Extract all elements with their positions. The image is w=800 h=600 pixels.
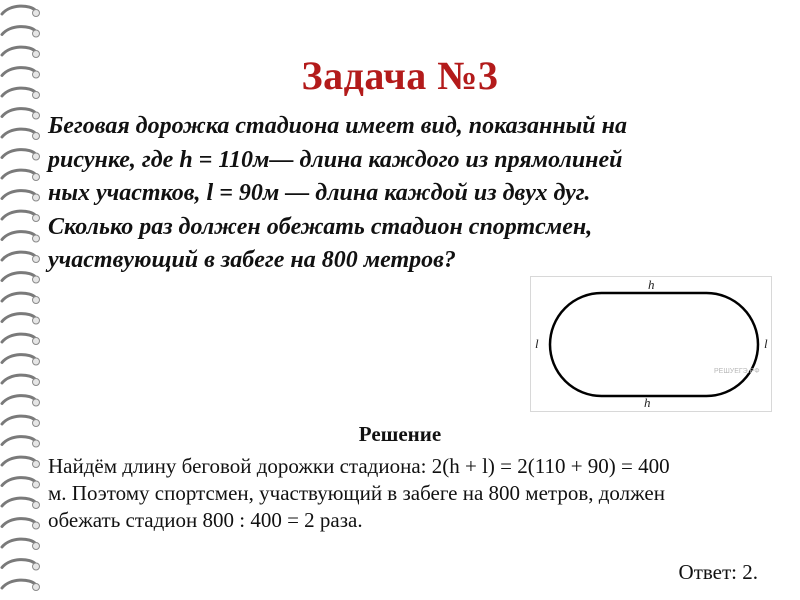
- problem-text: [48, 110, 788, 278]
- stadium-track-figure: [530, 276, 772, 412]
- spiral-ring: [2, 150, 36, 158]
- spiral-ring: [2, 314, 36, 322]
- track-outline: [550, 293, 758, 396]
- problem-line: Беговая дорожка стадиона имеет вид, показанный на: [48, 113, 627, 139]
- spiral-hole: [33, 379, 40, 386]
- spiral-ring: [2, 211, 36, 219]
- solution-line: Найдём длину беговой дорожки стадиона: 2(h + l) = 2(110 + 90) = 400: [48, 454, 670, 478]
- spiral-ring: [2, 109, 36, 117]
- spiral-ring: [2, 375, 36, 383]
- spiral-ring: [2, 170, 36, 178]
- problem-line: рисунке, где h = 110м— длина каждого из прямолиней: [48, 146, 623, 173]
- spiral-hole: [33, 194, 40, 201]
- problem-line: ных участков, l = 90м — длина каждой из двух дуг.: [48, 180, 591, 206]
- spiral-ring: [2, 191, 36, 199]
- label-h-bottom: h: [644, 395, 651, 410]
- spiral-hole: [33, 358, 40, 365]
- spiral-hole: [33, 317, 40, 324]
- problem-line: Сколько раз должен обежать стадион спортсмен,: [48, 213, 593, 240]
- label-l-left: l: [535, 336, 539, 351]
- spiral-hole: [33, 522, 40, 529]
- spiral-ring: [2, 6, 36, 14]
- spiral-ring: [2, 334, 36, 342]
- spiral-ring: [2, 355, 36, 363]
- spiral-ring: [2, 129, 36, 137]
- solution-heading: Решение: [358, 422, 442, 446]
- spiral-hole: [33, 10, 40, 17]
- spiral-hole: [33, 30, 40, 37]
- spiral-hole: [33, 399, 40, 406]
- solution-text: [48, 453, 788, 534]
- spiral-ring: [2, 478, 36, 486]
- spiral-hole: [33, 584, 40, 591]
- spiral-ring: [2, 232, 36, 240]
- spiral-hole: [33, 297, 40, 304]
- spiral-ring: [2, 580, 36, 588]
- solution-line: обежать стадион 800 : 400 = 2 раза.: [48, 508, 363, 532]
- label-l-right: l: [764, 336, 768, 351]
- spiral-ring: [2, 273, 36, 281]
- spiral-hole: [33, 276, 40, 283]
- spiral-ring: [2, 539, 36, 547]
- answer-text: Ответ: 2.: [678, 560, 758, 584]
- spiral-hole: [33, 481, 40, 488]
- spiral-ring: [2, 457, 36, 465]
- spiral-hole: [33, 543, 40, 550]
- spiral-ring: [2, 498, 36, 506]
- spiral-hole: [33, 502, 40, 509]
- spiral-ring: [2, 27, 36, 35]
- spiral-hole: [33, 235, 40, 242]
- solution-line: м. Поэтому спортсмен, участвующий в забеге на 800 метров, должен: [48, 481, 665, 505]
- spiral-hole: [33, 133, 40, 140]
- spiral-hole: [33, 563, 40, 570]
- page-title: Задача №3: [301, 53, 499, 98]
- label-h-top: h: [648, 277, 655, 292]
- spiral-ring: [2, 396, 36, 404]
- figure-watermark: РЕШУЕГЭ.РФ: [714, 368, 760, 375]
- spiral-ring: [2, 560, 36, 568]
- spiral-hole: [33, 153, 40, 160]
- spiral-ring: [2, 293, 36, 301]
- figure-border: [531, 277, 772, 412]
- spiral-hole: [33, 256, 40, 263]
- spiral-hole: [33, 461, 40, 468]
- spiral-hole: [33, 174, 40, 181]
- spiral-hole: [33, 112, 40, 119]
- spiral-ring: [2, 252, 36, 260]
- spiral-ring: [2, 519, 36, 527]
- problem-line: участвующий в забеге на 800 метров?: [48, 247, 456, 273]
- spiral-hole: [33, 338, 40, 345]
- spiral-hole: [33, 215, 40, 222]
